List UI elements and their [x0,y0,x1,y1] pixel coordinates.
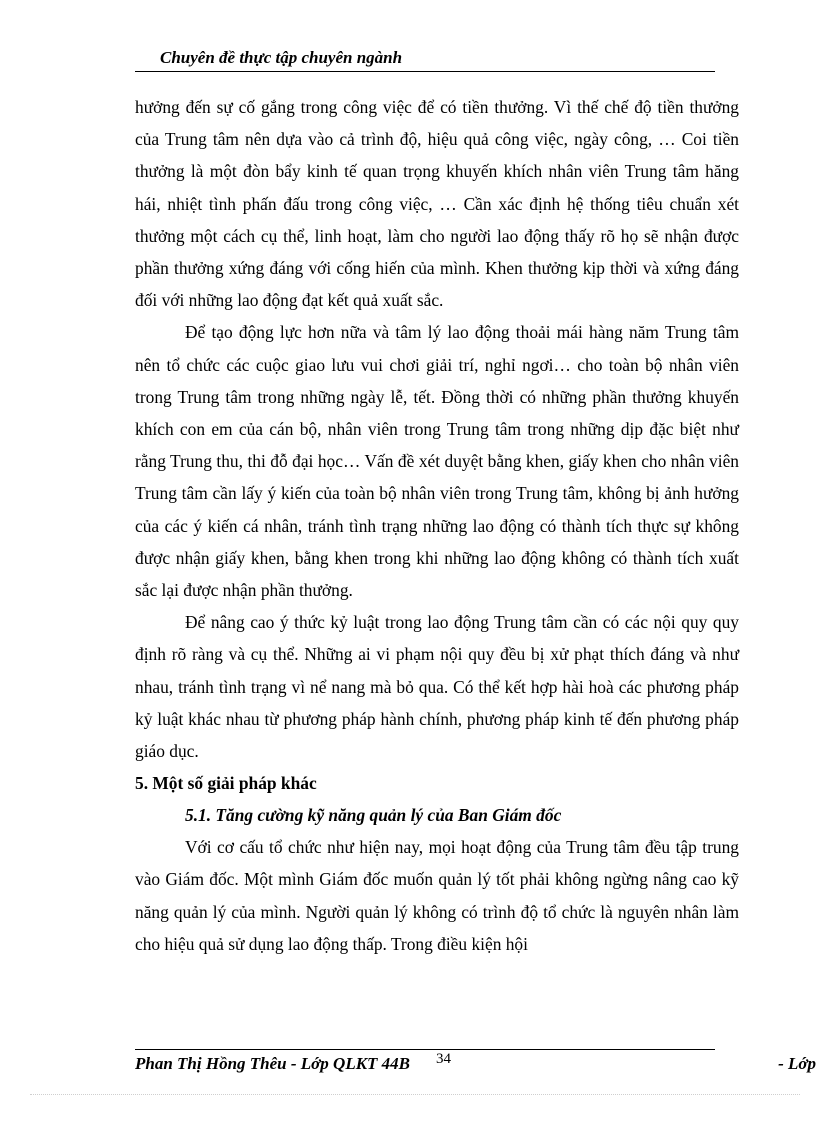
paragraph-discipline: Để nâng cao ý thức kỷ luật trong lao động Trung tâm cần có các nội quy quy định rõ ràng và cụ thể. Những ai vi phạm nội quy đều bị xử phạt thích đáng và như nhau, tránh tình trạng vì nể nang mà bỏ qua. Có thể kết hợp hài hoà các phương pháp kỷ luật khác nhau từ phương pháp hành chính, phương pháp kinh tế đến phương pháp giáo dục. [135,612,739,762]
page-number: 34 [436,1051,451,1067]
page-header-title: Chuyên đề thực tập chuyên ngành [160,48,403,67]
footer-divider [135,1049,715,1050]
paragraph-reward-policy: hưởng đến sự cố gắng trong công việc để có tiền thưởng. Vì thế chế độ tiền thưởng của Trung tâm nên dựa vào cả trình độ, hiệu quả công việc, ngày công, … Coi tiền thưởng là một đòn bẩy kinh tế quan trọng khuyến khích nhân viên Trung tâm hăng hái, nhiệt tình phấn đấu trong công việc, … Cần xác định hệ thống tiêu chuẩn xét thưởng một cách cụ thể, linh hoạt, làm cho người lao động thấy rõ họ sẽ nhận được phần thưởng xứng đáng với cống hiến của mình. Khen thưởng kịp thời và xứng đáng đối với những lao động đạt kết quả xuất sắc. [135,97,739,311]
footer-author: Phan Thị Hồng Thêu - Lớp QLKT 44B [135,1054,411,1073]
paragraph-motivation: Để tạo động lực hơn nữa và tâm lý lao động thoải mái hàng năm Trung tâm nên tổ chức các cuộc giao lưu vui chơi giải trí, nghỉ ngơi… cho toàn bộ nhân viên trong Trung tâm trong những ngày lễ, tết. Đồng thời có những phần thưởng khuyến khích con em của cán bộ, nhân viên trong Trung tâm trong những dịp đặc biệt như rằng Trung thu, thi đỗ đại học… Vấn đề xét duyệt bằng khen, giấy khen cho nhân viên Trung tâm cần lấy ý kiến của toàn bộ nhân viên trong Trung tâm, không bị ảnh hưởng của các ý kiến cá nhân, tránh tình trạng những lao động có thành tích thực sự không được nhận giấy khen, bằng khen trong khi những lao động không có thành tích xuất sắc lại được nhận phần thưởng. [135,322,739,601]
header-divider [135,71,715,72]
subsection-heading: 5.1. Tăng cường kỹ năng quản lý của Ban Giám đốc [185,805,562,826]
footer-right-text: - Lớp [778,1054,816,1073]
paragraph-management-skills: Với cơ cấu tổ chức như hiện nay, mọi hoạt động của Trung tâm đều tập trung vào Giám đốc. Một mình Giám đốc muốn quản lý tốt phải không ngừng nâng cao kỹ năng quản lý của mình. Người quản lý không có trình độ tổ chức là nguyên nhân làm cho hiệu quả sử dụng lao động thấp. Trong điều kiện hội [135,837,739,954]
document-body [135,91,739,960]
page-edge-divider [30,1094,800,1095]
section-heading: 5. Một số giải pháp khác [135,773,317,794]
